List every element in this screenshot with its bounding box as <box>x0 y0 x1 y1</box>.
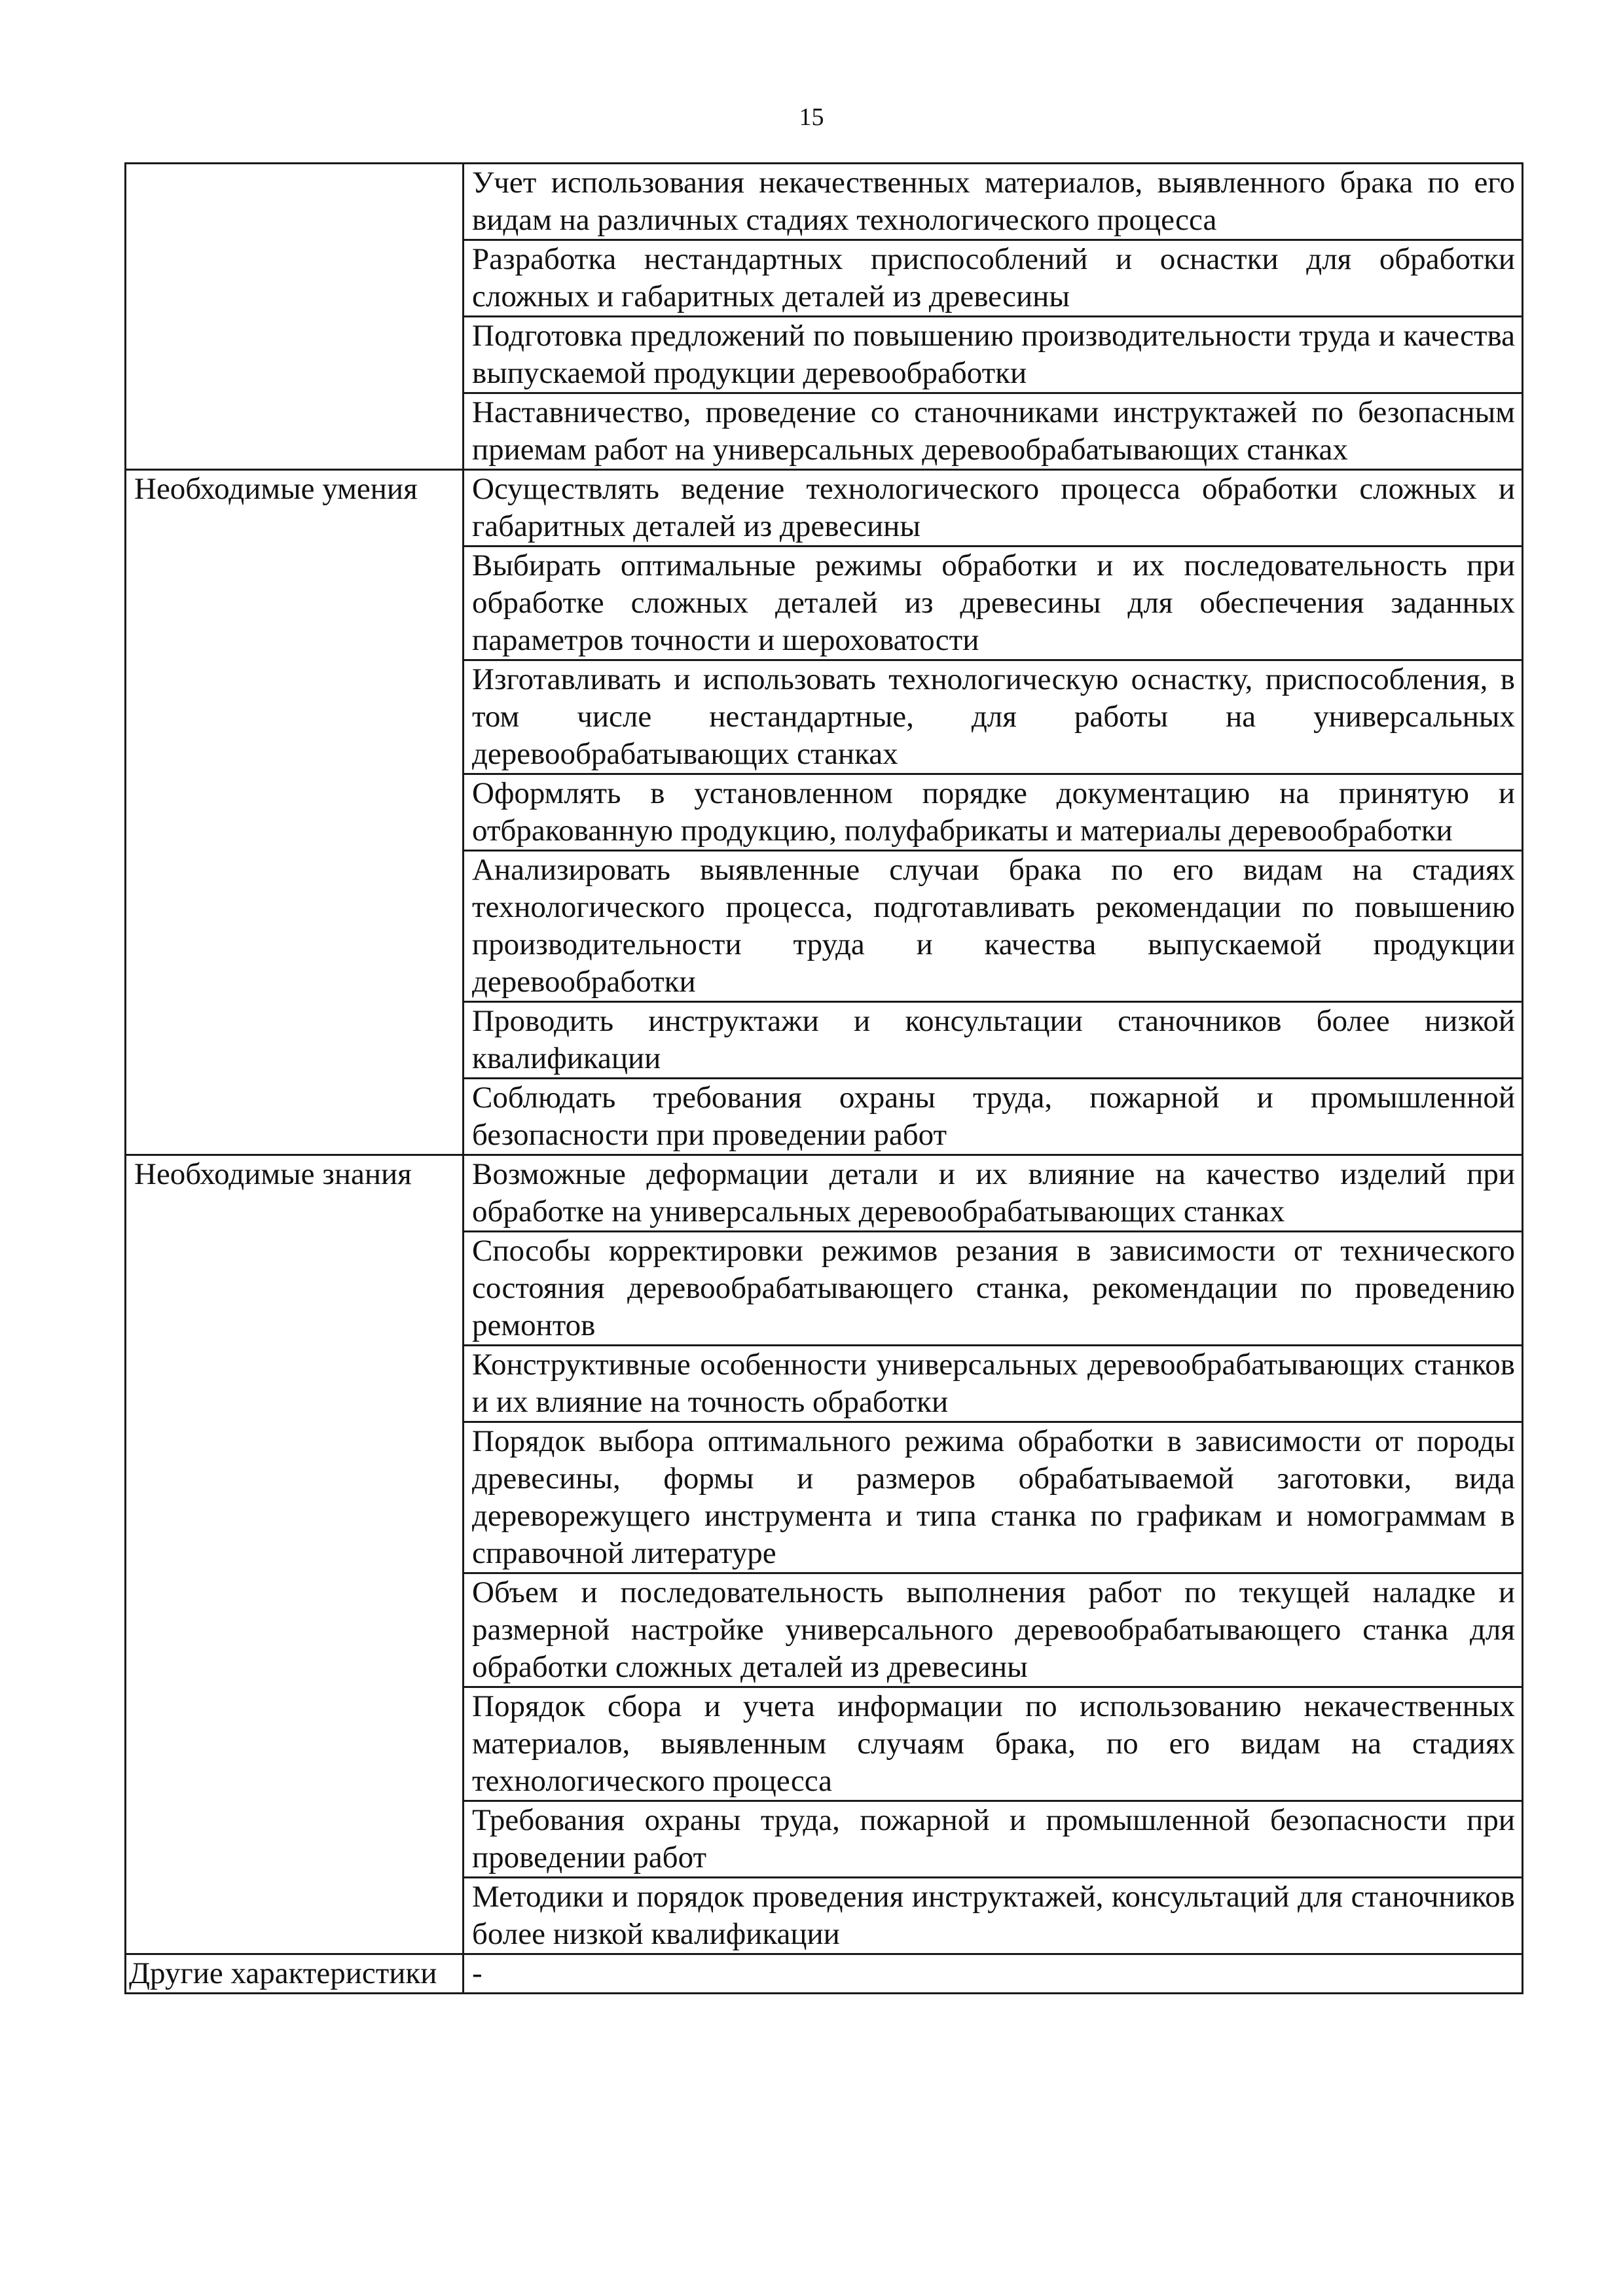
row-label-continued <box>126 164 464 240</box>
table-cell: Объем и последовательность выполнения работ по текущей наладке и размерной настройке универсального деревообрабатывающего станка для обработки сложных деталей из древесины <box>464 1573 1523 1687</box>
table-cell: Соблюдать требования охраны труда, пожарной и промышленной безопасности при проведении работ <box>464 1079 1523 1155</box>
table-row <box>126 774 1523 851</box>
table-cell: Конструктивные особенности универсальных деревообрабатывающих станков и их влияние на точность обработки <box>464 1346 1523 1422</box>
table-cell: Учет использования некачественных материалов, выявленного брака по его видам на различных стадиях технологического процесса <box>464 164 1523 240</box>
table-cell: Возможные деформации детали и их влияние на качество изделий при обработке на универсальных деревообрабатывающих станках <box>464 1155 1523 1232</box>
table-cell: Наставничество, проведение со станочниками инструктажей по безопасным приемам работ на универсальных деревообрабатывающих станках <box>464 393 1523 470</box>
table-cell: Порядок выбора оптимального режима обработки в зависимости от породы древесины, формы и размеров обрабатываемой заготовки, вида дереворежущего инструмента и типа станка по графикам и номограммам в справочной литературе <box>464 1422 1523 1573</box>
table-row <box>126 1687 1523 1801</box>
table-row <box>126 1801 1523 1878</box>
table-cell: - <box>464 1954 1523 1994</box>
table-cell: Осуществлять ведение технологического процесса обработки сложных и габаритных деталей из древесины <box>464 470 1523 547</box>
table-row <box>126 393 1523 470</box>
table-row <box>126 547 1523 660</box>
table-row <box>126 470 1523 547</box>
table-cell: Проводить инструктажи и консультации станочников более низкой квалификации <box>464 1002 1523 1079</box>
table-cell: Изготавливать и использовать технологическую оснастку, приспособления, в том числе нестандартные, для работы на универсальных деревообрабатывающих станках <box>464 660 1523 774</box>
table-cell: Подготовка предложений по повышению производительности труда и качества выпускаемой продукции деревообработки <box>464 317 1523 393</box>
table-row <box>126 1155 1523 1232</box>
table-row <box>126 164 1523 240</box>
table-row <box>126 1573 1523 1687</box>
table-row <box>126 1346 1523 1422</box>
table-row <box>126 1878 1523 1954</box>
table-row <box>126 1954 1523 1994</box>
table-cell: Оформлять в установленном порядке документацию на принятую и отбракованную продукцию, полуфабрикаты и материалы деревообработки <box>464 774 1523 851</box>
table-cell: Анализировать выявленные случаи брака по его видам на стадиях технологического процесса, подготавливать рекомендации по повышению производительности труда и качества выпускаемой продукции деревообработки <box>464 851 1523 1002</box>
table-cell: Разработка нестандартных приспособлений и оснастки для обработки сложных и габаритных деталей из древесины <box>464 240 1523 317</box>
table-cell: Выбирать оптимальные режимы обработки и их последовательность при обработке сложных деталей из древесины для обеспечения заданных параметров точности и шероховатости <box>464 547 1523 660</box>
table-row <box>126 1002 1523 1079</box>
table-row <box>126 1079 1523 1155</box>
table-cell: Порядок сбора и учета информации по использованию некачественных материалов, выявленным случаям брака, по его видам на стадиях технологического процесса <box>464 1687 1523 1801</box>
table-cell: Методики и порядок проведения инструктажей, консультаций для станочников более низкой квалификации <box>464 1878 1523 1954</box>
table-row <box>126 660 1523 774</box>
row-label-other: Другие характеристики <box>126 1954 464 1994</box>
table-row <box>126 1232 1523 1346</box>
table-cell: Требования охраны труда, пожарной и промышленной безопасности при проведении работ <box>464 1801 1523 1878</box>
table-cell: Способы корректировки режимов резания в зависимости от технического состояния деревообрабатывающего станка, рекомендации по проведению ремонтов <box>464 1232 1523 1346</box>
table-row <box>126 240 1523 317</box>
page-number: 15 <box>799 103 824 131</box>
table-row <box>126 317 1523 393</box>
characteristics-table <box>124 162 1523 1994</box>
table-row <box>126 1422 1523 1573</box>
row-label-skills: Необходимые умения <box>126 470 464 547</box>
row-label-knowledge: Необходимые знания <box>126 1155 464 1232</box>
table-row <box>126 851 1523 1002</box>
